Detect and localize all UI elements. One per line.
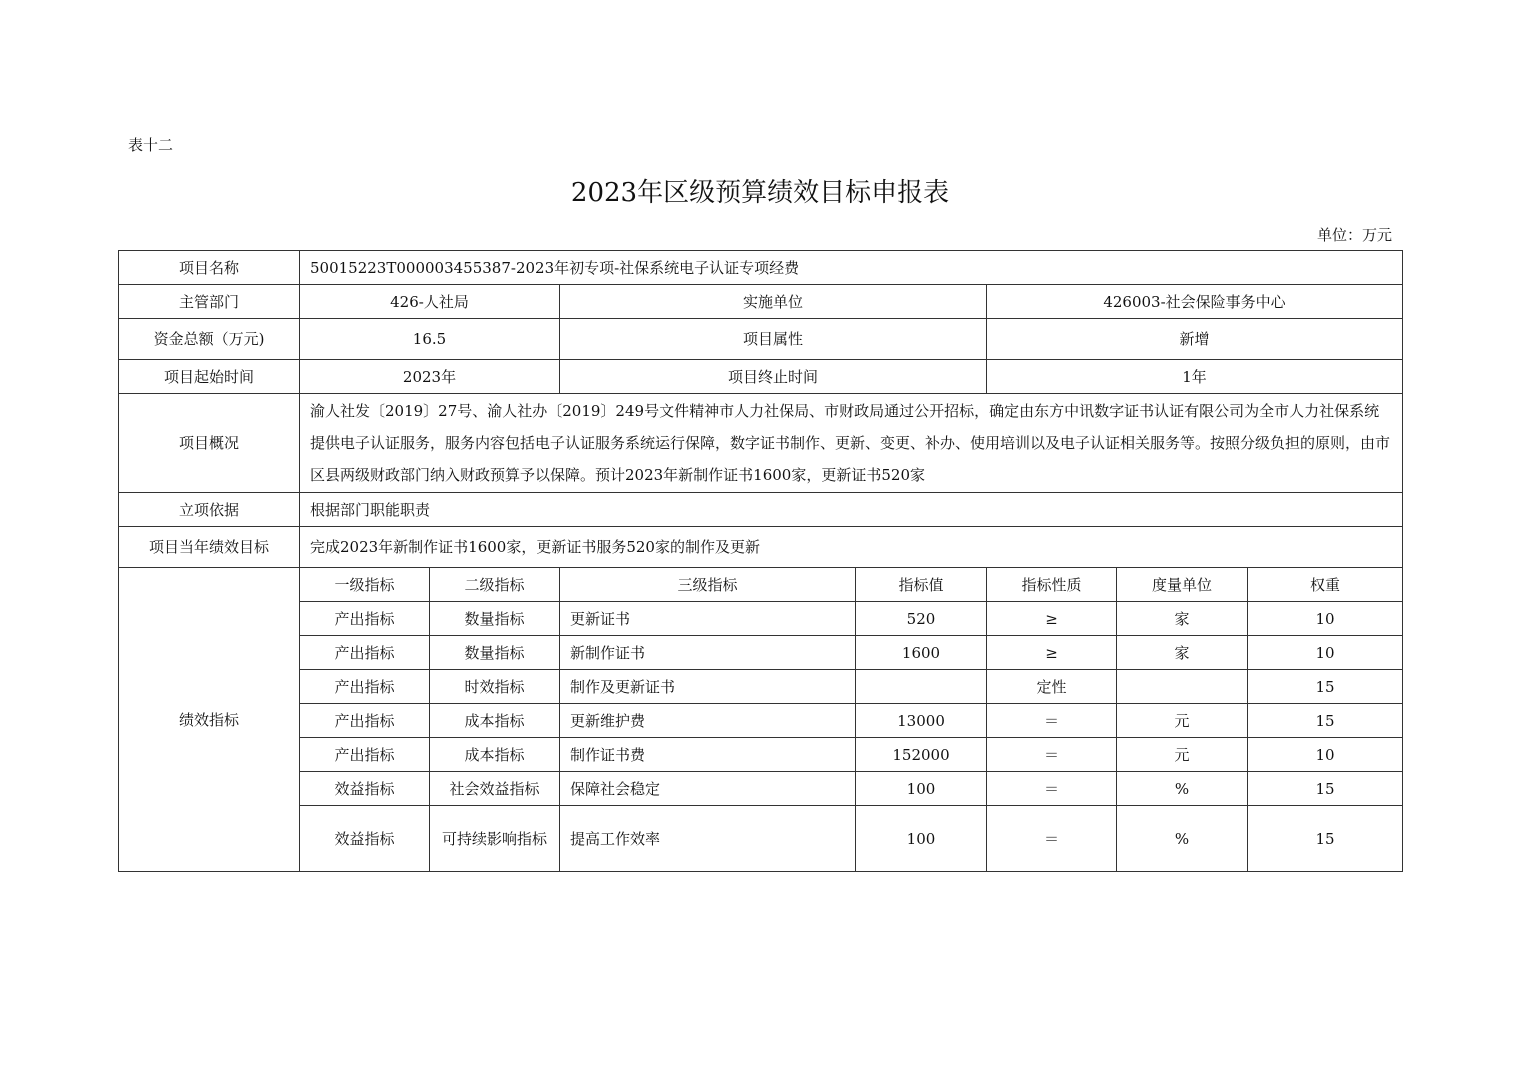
nature-cell: 定性	[987, 670, 1117, 704]
weight-cell: 10	[1248, 636, 1403, 670]
value-cell: 100	[856, 806, 987, 872]
budget-form-table	[118, 250, 1403, 872]
level1-cell: 效益指标	[300, 806, 430, 872]
level3-cell: 更新维护费	[560, 704, 856, 738]
value-cell	[856, 670, 987, 704]
level3-cell: 制作及更新证书	[560, 670, 856, 704]
level2-cell: 可持续影响指标	[430, 806, 560, 872]
header-level1: 一级指标	[300, 568, 430, 602]
value-cell: 152000	[856, 738, 987, 772]
row-funds	[119, 319, 1403, 360]
value-cell: 100	[856, 772, 987, 806]
header-level2: 二级指标	[430, 568, 560, 602]
nature-cell: ≥	[987, 602, 1117, 636]
impl-label: 实施单位	[560, 285, 987, 319]
goal-value: 完成2023年新制作证书1600家，更新证书服务520家的制作及更新	[300, 527, 1403, 568]
value-cell: 520	[856, 602, 987, 636]
unit-cell: 家	[1117, 602, 1248, 636]
table-row	[119, 602, 1403, 636]
header-weight: 权重	[1248, 568, 1403, 602]
level3-cell: 更新证书	[560, 602, 856, 636]
goal-label: 项目当年绩效目标	[119, 527, 300, 568]
unit-cell: 元	[1117, 704, 1248, 738]
level3-cell: 保障社会稳定	[560, 772, 856, 806]
level2-cell: 数量指标	[430, 636, 560, 670]
overview-label: 项目概况	[119, 394, 300, 493]
nature-cell: ＝	[987, 806, 1117, 872]
level1-cell: 产出指标	[300, 670, 430, 704]
level3-cell: 新制作证书	[560, 636, 856, 670]
funds-label: 资金总额（万元)	[119, 319, 300, 360]
overview-value: 渝人社发〔2019〕27号、渝人社办〔2019〕249号文件精神市人力社保局、市财政局通过公开招标，确定由东方中讯数字证书认证有限公司为全市人力社保系统提供电子认证服务，服务内容包括电子认证服务系统运行保障，数字证书制作、更新、变更、补办、使用培训以及电子认证相关服务等。按照分级负担的原则，由市区县两级财政部门纳入财政预算予以保障。预计2023年新制作证书1600家，更新证书520家	[300, 394, 1403, 493]
level1-cell: 产出指标	[300, 738, 430, 772]
row-period	[119, 360, 1403, 394]
level2-cell: 数量指标	[430, 602, 560, 636]
unit-cell: 元	[1117, 738, 1248, 772]
funds-value: 16.5	[300, 319, 560, 360]
nature-cell: ＝	[987, 704, 1117, 738]
weight-cell: 15	[1248, 772, 1403, 806]
weight-cell: 10	[1248, 602, 1403, 636]
value-cell: 1600	[856, 636, 987, 670]
nature-cell: ＝	[987, 772, 1117, 806]
level2-cell: 社会效益指标	[430, 772, 560, 806]
end-label: 项目终止时间	[560, 360, 987, 394]
row-goal	[119, 527, 1403, 568]
attr-label: 项目属性	[560, 319, 987, 360]
header-value: 指标值	[856, 568, 987, 602]
document-title: 2023年区级预算绩效目标申报表	[570, 178, 950, 208]
row-overview	[119, 394, 1403, 493]
table-number: 表十二	[128, 136, 174, 154]
table-row	[119, 806, 1403, 872]
weight-cell: 10	[1248, 738, 1403, 772]
start-label: 项目起始时间	[119, 360, 300, 394]
row-project-name	[119, 251, 1403, 285]
unit-cell: %	[1117, 806, 1248, 872]
project-name-value: 50015223T000003455387-2023年初专项-社保系统电子认证专项经费	[300, 251, 1403, 285]
level3-cell: 制作证书费	[560, 738, 856, 772]
attr-value: 新增	[987, 319, 1403, 360]
unit-cell: %	[1117, 772, 1248, 806]
table-row	[119, 636, 1403, 670]
project-name-label: 项目名称	[119, 251, 300, 285]
level2-cell: 成本指标	[430, 738, 560, 772]
value-cell: 13000	[856, 704, 987, 738]
table-row	[119, 670, 1403, 704]
indicators-section-label: 绩效指标	[119, 568, 300, 872]
table-row	[119, 772, 1403, 806]
table-row	[119, 738, 1403, 772]
header-unit: 度量单位	[1117, 568, 1248, 602]
dept-value: 426-人社局	[300, 285, 560, 319]
nature-cell: ≥	[987, 636, 1117, 670]
level1-cell: 效益指标	[300, 772, 430, 806]
level3-cell: 提高工作效率	[560, 806, 856, 872]
unit-label: 单位：万元	[1316, 226, 1392, 244]
basis-label: 立项依据	[119, 493, 300, 527]
end-value: 1年	[987, 360, 1403, 394]
header-level3: 三级指标	[560, 568, 856, 602]
weight-cell: 15	[1248, 806, 1403, 872]
row-department	[119, 285, 1403, 319]
table-row	[119, 704, 1403, 738]
indicator-header-row	[119, 568, 1403, 602]
unit-cell	[1117, 670, 1248, 704]
dept-label: 主管部门	[119, 285, 300, 319]
level1-cell: 产出指标	[300, 704, 430, 738]
weight-cell: 15	[1248, 704, 1403, 738]
level2-cell: 成本指标	[430, 704, 560, 738]
weight-cell: 15	[1248, 670, 1403, 704]
nature-cell: ＝	[987, 738, 1117, 772]
unit-cell: 家	[1117, 636, 1248, 670]
row-basis	[119, 493, 1403, 527]
start-value: 2023年	[300, 360, 560, 394]
basis-value: 根据部门职能职责	[300, 493, 1403, 527]
impl-value: 426003-社会保险事务中心	[987, 285, 1403, 319]
level1-cell: 产出指标	[300, 602, 430, 636]
header-nature: 指标性质	[987, 568, 1117, 602]
level1-cell: 产出指标	[300, 636, 430, 670]
level2-cell: 时效指标	[430, 670, 560, 704]
